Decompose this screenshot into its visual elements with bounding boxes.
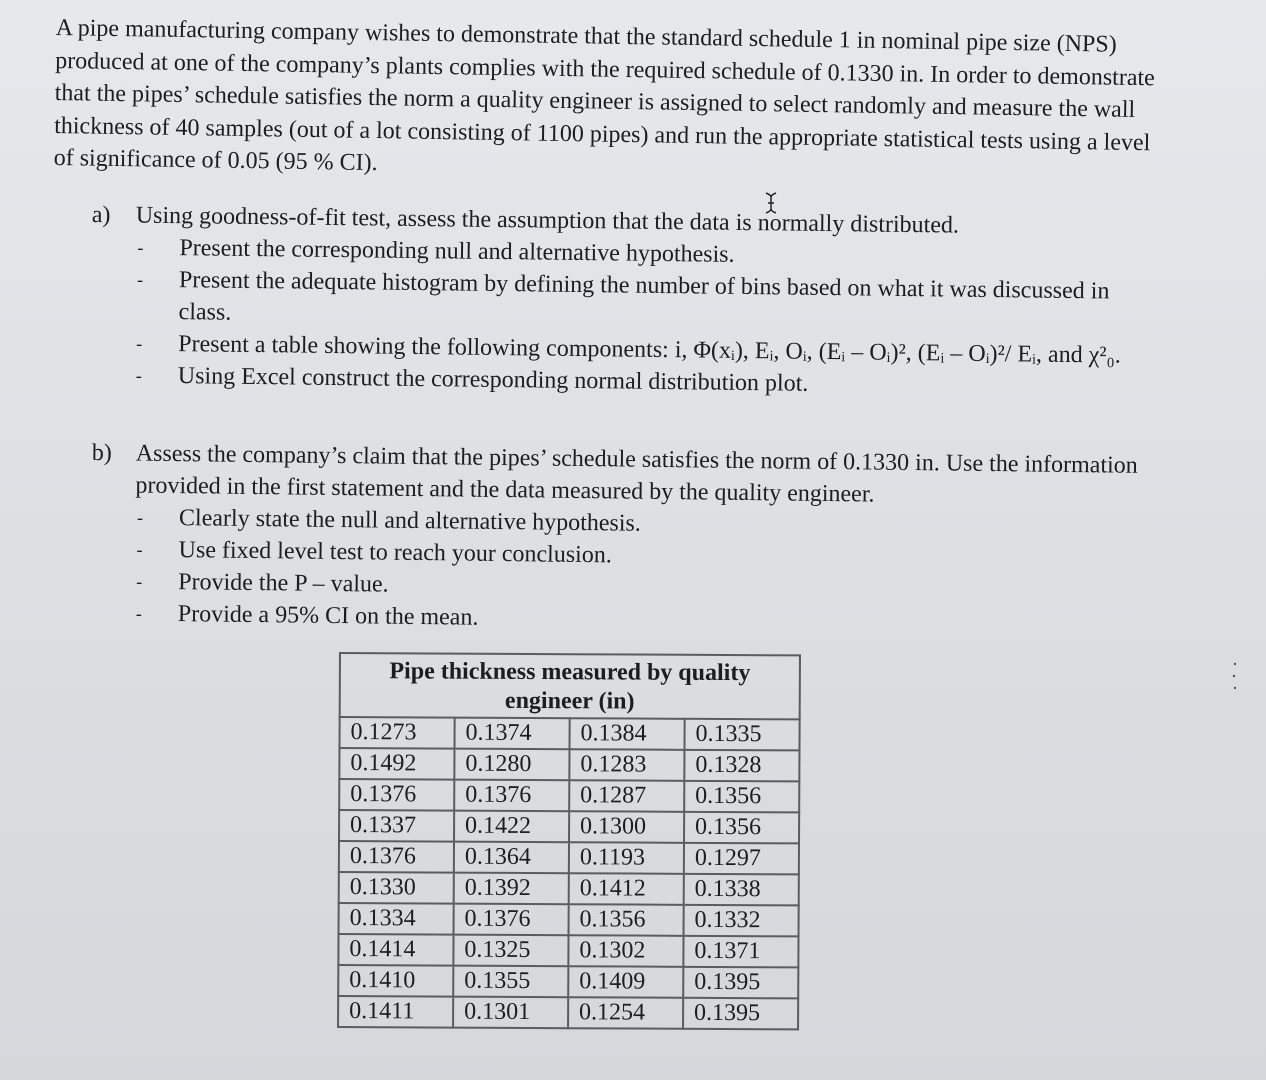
table-cell: 0.1337 xyxy=(339,810,454,842)
table-cell: 0.1492 xyxy=(339,748,454,780)
dash-bullet: - xyxy=(135,603,142,624)
table-cell: 0.1371 xyxy=(683,936,798,968)
bullet-text: Provide a 95% CI on the mean. xyxy=(177,601,479,631)
table-row xyxy=(339,779,799,812)
table-cell: 0.1376 xyxy=(454,780,569,812)
bullet-text: Present a table showing the following components: i, Φ(xᵢ), Eᵢ, Oᵢ, (Eᵢ – Oᵢ)², (Eᵢ – Oᵢ)²/ Eᵢ, and χ²₀. xyxy=(178,331,1122,369)
thickness-table-container xyxy=(337,652,801,1030)
part-b-text: Assess the company’s claim that the pipes’ schedule satisfies the norm of 0.1330 in. Use the information provided in the first statement and the data measured by the quality engineer. xyxy=(135,440,1138,508)
dash-bullet: - xyxy=(136,571,143,592)
table-cell: 0.1392 xyxy=(454,873,569,905)
table-row xyxy=(338,996,798,1029)
table-header-row xyxy=(340,653,800,719)
table-cell: 0.1356 xyxy=(684,781,799,813)
table-cell: 0.1374 xyxy=(454,718,569,750)
part-a-letter: a) xyxy=(91,201,111,229)
table-cell: 0.1325 xyxy=(453,935,568,967)
bullet-text: Using Excel construct the corresponding normal distribution plot. xyxy=(177,363,809,397)
table-cell: 0.1395 xyxy=(683,967,798,999)
table-cell: 0.1280 xyxy=(454,749,569,781)
table-row xyxy=(338,965,798,998)
dash-bullet: - xyxy=(136,539,143,560)
table-title: Pipe thickness measured by quality engineer (in) xyxy=(340,653,800,719)
table-row xyxy=(339,748,799,781)
table-cell: 0.1422 xyxy=(454,811,569,843)
part-b-letter: b) xyxy=(91,439,112,467)
table-cell: 0.1356 xyxy=(684,812,799,844)
part-a-text: Using goodness-of-fit test, assess the assumption that the data is normally distributed. xyxy=(135,202,960,239)
table-cell: 0.1330 xyxy=(339,872,454,904)
table-cell: 0.1355 xyxy=(453,966,568,998)
table-cell: 0.1412 xyxy=(569,873,684,905)
bullet-text: Provide the P – value. xyxy=(178,569,389,598)
table-cell: 0.1193 xyxy=(569,842,684,874)
table-cell: 0.1376 xyxy=(454,904,569,936)
bullet-text: Present the adequate histogram by defining the number of bins based on what it was discussed in class. xyxy=(178,267,1110,326)
table-cell: 0.1395 xyxy=(683,998,798,1030)
dash-bullet: - xyxy=(136,269,144,290)
bullet-text: Clearly state the null and alternative hypothesis. xyxy=(178,505,642,537)
table-cell: 0.1409 xyxy=(568,966,683,998)
table-cell: 0.1302 xyxy=(568,935,683,967)
table-row xyxy=(338,934,798,967)
table-cell: 0.1410 xyxy=(338,965,453,997)
edge-marks-icon xyxy=(1230,660,1240,694)
table-cell: 0.1338 xyxy=(684,874,799,906)
part-a-bullets xyxy=(90,231,1152,404)
table-cell: 0.1356 xyxy=(568,904,683,936)
dash-bullet: - xyxy=(135,365,142,386)
table-cell: 0.1297 xyxy=(684,843,799,875)
table-cell: 0.1411 xyxy=(338,996,453,1028)
table-cell: 0.1376 xyxy=(339,779,454,811)
part-a xyxy=(90,199,1152,404)
table-cell: 0.1414 xyxy=(338,934,453,966)
table-cell: 0.1376 xyxy=(339,841,454,873)
table-cell: 0.1328 xyxy=(684,750,799,782)
table-cell: 0.1364 xyxy=(454,842,569,874)
table-row xyxy=(339,841,799,874)
table-cell: 0.1254 xyxy=(568,997,683,1029)
table-cell: 0.1300 xyxy=(569,811,684,843)
problem-statement: A pipe manufacturing company wishes to demonstrate that the standard schedule 1 in nominal pipe size (NPS) produced at one of the company’s plants complies with the required schedule of 0.1330 in. In order to demonstrate that the pipes’ schedule satisfies the norm a quality engineer is assigned to select randomly and measure the wall thickness of 40 samples (out of a lot consisting of 1100 pipes) and run the appropriate statistical tests using a level of significance of 0.05 (95 % CI). xyxy=(53,14,1156,177)
table-row xyxy=(339,717,799,750)
bullet-text: Use fixed level test to reach your conclusion. xyxy=(178,537,612,569)
text-cursor-icon xyxy=(764,192,778,214)
table-cell: 0.1335 xyxy=(684,719,799,751)
table-cell: 0.1301 xyxy=(453,997,568,1029)
thickness-table xyxy=(337,652,801,1030)
table-row xyxy=(339,810,799,843)
dash-bullet: - xyxy=(137,237,144,258)
table-cell: 0.1384 xyxy=(569,718,684,750)
table-cell: 0.1273 xyxy=(339,717,454,749)
table-cell: 0.1283 xyxy=(569,749,684,781)
table-cell: 0.1287 xyxy=(569,780,684,812)
part-b-bullets xyxy=(90,501,1151,642)
bullet-text: Present the corresponding null and alternative hypothesis. xyxy=(179,235,735,268)
table-row xyxy=(339,903,799,936)
dash-bullet: - xyxy=(136,333,143,354)
part-b xyxy=(90,437,1152,642)
table-row xyxy=(339,872,799,905)
dash-bullet: - xyxy=(136,507,144,528)
table-cell: 0.1334 xyxy=(339,903,454,935)
table-cell: 0.1332 xyxy=(683,905,798,937)
